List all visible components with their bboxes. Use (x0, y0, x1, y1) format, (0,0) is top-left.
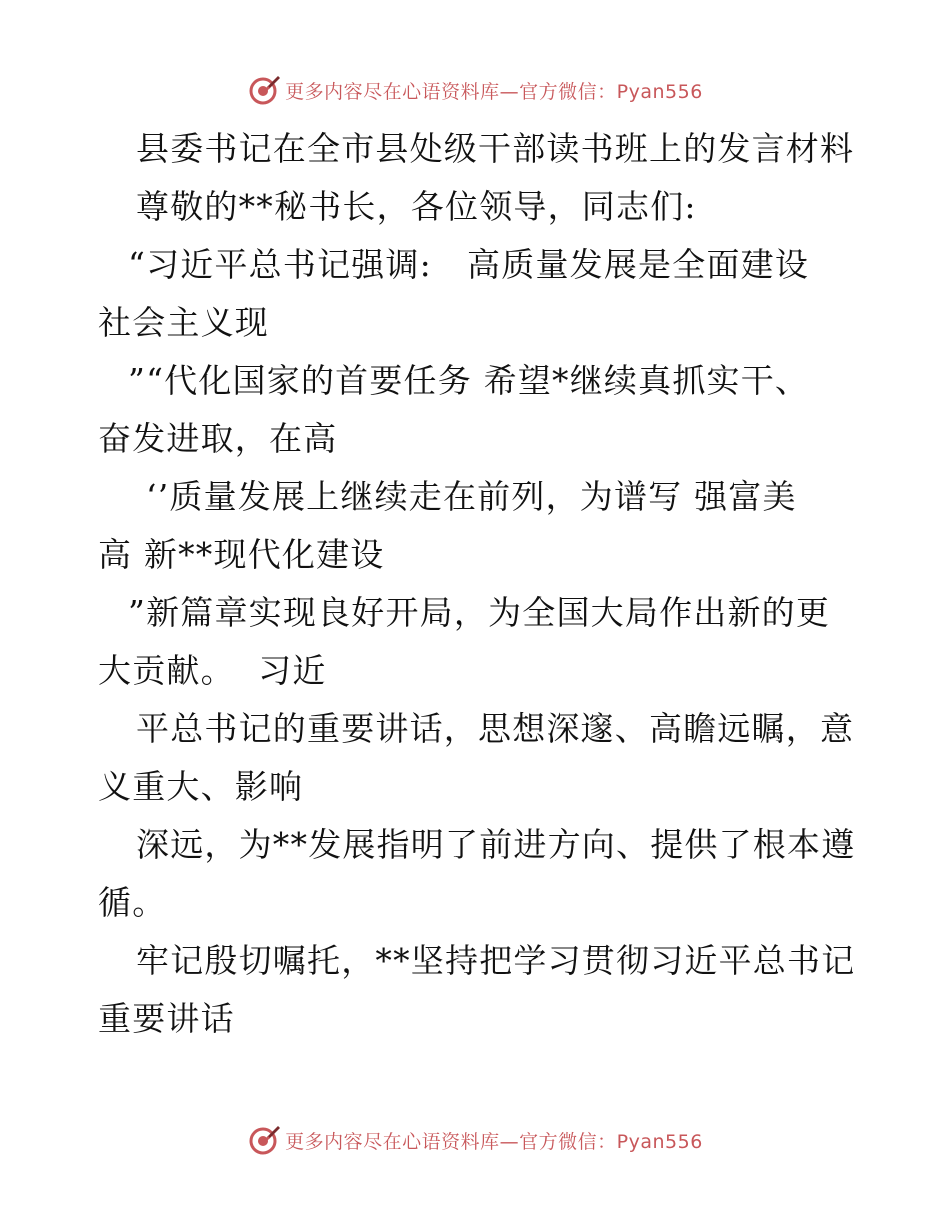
text-line: 义重大、影响 (98, 767, 304, 806)
salutation: 尊敬的**秘书长，各位领导，同志们: (136, 187, 697, 226)
footer-watermark-banner (0, 1120, 950, 1160)
text-line: 大贡献。 习近 (98, 651, 327, 690)
text-line: 高 新**现代化建设 (98, 535, 385, 574)
text-line: “习近平总书记强调: 高质量发展是全面建设 (128, 245, 810, 284)
text-line: 循。 (98, 883, 167, 922)
document-title: 县委书记在全市县处级干部读书班上的发言材料 (136, 129, 855, 168)
text-line: 奋发进取，在高 (98, 419, 338, 458)
watermark-text: 更多内容尽在心语资料库—官方微信：Pyan556 (285, 80, 703, 103)
footer-watermark (247, 1123, 703, 1157)
text-line: ‘’质量发展上继续走在前列，为谱写 强富美 (146, 477, 797, 516)
text-line: 牢记殷切嘱托，**坚持把学习贯彻习近平总书记 (136, 941, 856, 980)
document-body (98, 124, 858, 1052)
watermark-text: 更多内容尽在心语资料库—官方微信：Pyan556 (285, 1130, 703, 1153)
header-watermark-banner (0, 70, 950, 110)
text-line: 平总书记的重要讲话，思想深邃、高瞻远瞩，意 (136, 709, 855, 748)
text-line: ”“代化国家的首要任务 希望*继续真抓实干、 (128, 361, 810, 400)
text-line: 重要讲话 (98, 999, 235, 1038)
text-line: 深远，为**发展指明了前进方向、提供了根本遵 (136, 825, 856, 864)
pen-logo-icon (247, 73, 281, 107)
text-line: ”新篇章实现良好开局，为全国大局作出新的更 (128, 593, 831, 632)
header-watermark (247, 73, 703, 107)
pen-logo-icon (247, 1123, 281, 1157)
text-line: 社会主义现 (98, 303, 269, 342)
